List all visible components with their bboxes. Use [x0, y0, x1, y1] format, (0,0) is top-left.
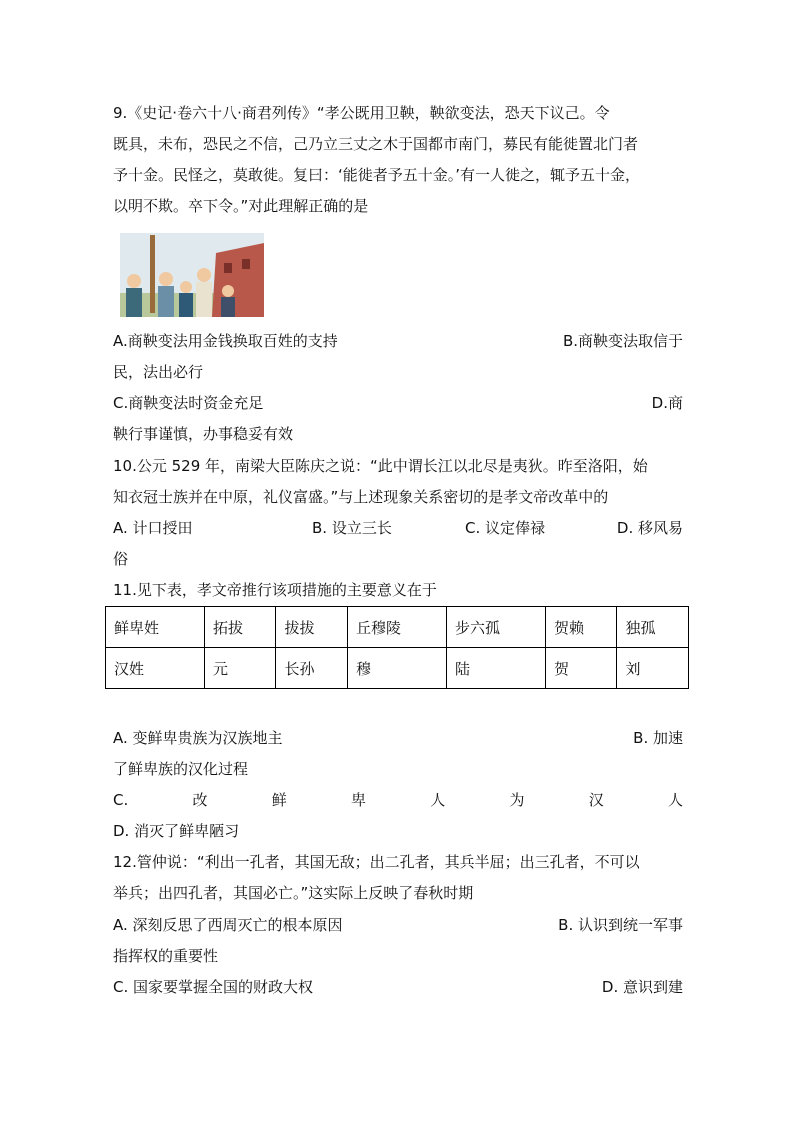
table-row-han — [106, 648, 689, 689]
q9-stem-line-2: 既具，未布，恐民之不信，己乃立三丈之木于国都市南门，募民有能徙置北门者 — [113, 135, 639, 153]
q9-option-d-continued: 鞅行事谨慎，办事稳妥有效 — [113, 425, 294, 443]
q11-option-c-char: C. — [113, 791, 129, 809]
q12-stem-line-2: 举兵；出四孔者，其国必亡。”这实际上反映了春秋时期 — [113, 884, 474, 902]
q12-option-d[interactable]: D. 意识到建 — [601, 978, 683, 996]
table-cell: 刘 — [617, 648, 689, 689]
q9-stem-line-4: 以明不欺。卒下令。”对此理解正确的是 — [113, 197, 369, 215]
table-cell: 长孙 — [276, 648, 348, 689]
q9-stem-line-3: 予十金。民怪之，莫敢徙。复曰：‘能徙者予五十金。’有一人徙之，辄予五十金， — [113, 166, 641, 184]
table-cell: 元 — [204, 648, 276, 689]
table-cell: 步六孤 — [446, 607, 545, 648]
q11-option-b[interactable]: B. 加速 — [633, 729, 683, 747]
q11-option-c-char: 人 — [430, 791, 446, 809]
table-cell: 汉姓 — [106, 648, 205, 689]
table-cell: 贺 — [545, 648, 617, 689]
q11-option-a[interactable]: A. 变鲜卑贵族为汉族地主 — [113, 729, 283, 747]
q12-options-row-2 — [113, 977, 683, 997]
q11-option-c-char: 为 — [509, 791, 525, 809]
q10-option-d-continued: 俗 — [113, 550, 129, 568]
q9-option-c[interactable]: C.商鞅变法时资金充足 — [113, 394, 264, 412]
q9-option-d[interactable]: D.商 — [651, 394, 683, 412]
table-cell: 穆 — [347, 648, 446, 689]
q11-options-row-1 — [113, 728, 683, 748]
q11-option-c-char: 改 — [192, 791, 208, 809]
table-cell: 丘穆陵 — [347, 607, 446, 648]
q10-option-a[interactable]: A. 计口授田 — [113, 519, 193, 537]
table-cell: 贺赖 — [545, 607, 617, 648]
q11-option-c-char: 鲜 — [271, 791, 287, 809]
q9-stem-line-1: 9.《史记·卷六十八·商君列传》“孝公既用卫鞅，鞅欲变法，恐天下议己。令 — [113, 104, 610, 122]
q10-option-c[interactable]: C. 议定俸禄 — [465, 519, 546, 537]
q9-option-b-continued: 民，法出必行 — [113, 363, 204, 381]
q12-options-row-1 — [113, 915, 683, 935]
q10-option-d[interactable]: D. 移风易 — [616, 519, 683, 537]
table-row-xianbei — [106, 607, 689, 648]
q11-option-b-continued: 了鲜卑族的汉化过程 — [113, 760, 249, 778]
q9-option-a[interactable]: A.商鞅变法用金钱换取百姓的支持 — [113, 332, 338, 350]
q12-option-a[interactable]: A. 深刻反思了西周灭亡的根本原因 — [113, 916, 343, 934]
q11-stem: 11.见下表，孝文帝推行该项措施的主要意义在于 — [113, 581, 437, 599]
table-cell: 鲜卑姓 — [106, 607, 205, 648]
q10-stem-line-2: 知衣冠士族并在中原，礼仪富盛。”与上述现象关系密切的是孝文帝改革中的 — [113, 488, 609, 506]
q11-option-d[interactable]: D. 消灭了鲜卑陋习 — [113, 822, 240, 840]
q11-option-c-char: 人 — [667, 791, 683, 809]
q12-option-b[interactable]: B. 认识到统一军事 — [558, 916, 683, 934]
q10-stem-line-1: 10.公元 529 年，南梁大臣陈庆之说：“此中谓长江以北尽是夷狄。昨至洛阳，始 — [113, 457, 648, 475]
q10-option-b[interactable]: B. 设立三长 — [312, 519, 392, 537]
table-cell: 拓拔 — [204, 607, 276, 648]
surname-table — [105, 606, 689, 689]
table-cell: 独孤 — [617, 607, 689, 648]
q11-option-c[interactable] — [113, 790, 683, 810]
shang-yang-illustration — [120, 233, 264, 317]
q11-option-c-char: 汉 — [588, 791, 604, 809]
q9-option-b[interactable]: B.商鞅变法取信于 — [562, 332, 683, 350]
q11-option-c-char: 卑 — [350, 791, 366, 809]
table-cell: 拔拔 — [276, 607, 348, 648]
table-cell: 陆 — [446, 648, 545, 689]
q12-option-b-continued: 指挥权的重要性 — [113, 947, 219, 965]
q9-options-row-1 — [113, 331, 683, 351]
q12-stem-line-1: 12.管仲说：“利出一孔者，其国无敌；出二孔者，其兵半屈；出三孔者，不可以 — [113, 853, 640, 871]
q12-option-c[interactable]: C. 国家要掌握全国的财政大权 — [113, 978, 314, 996]
q9-options-row-2 — [113, 393, 683, 413]
